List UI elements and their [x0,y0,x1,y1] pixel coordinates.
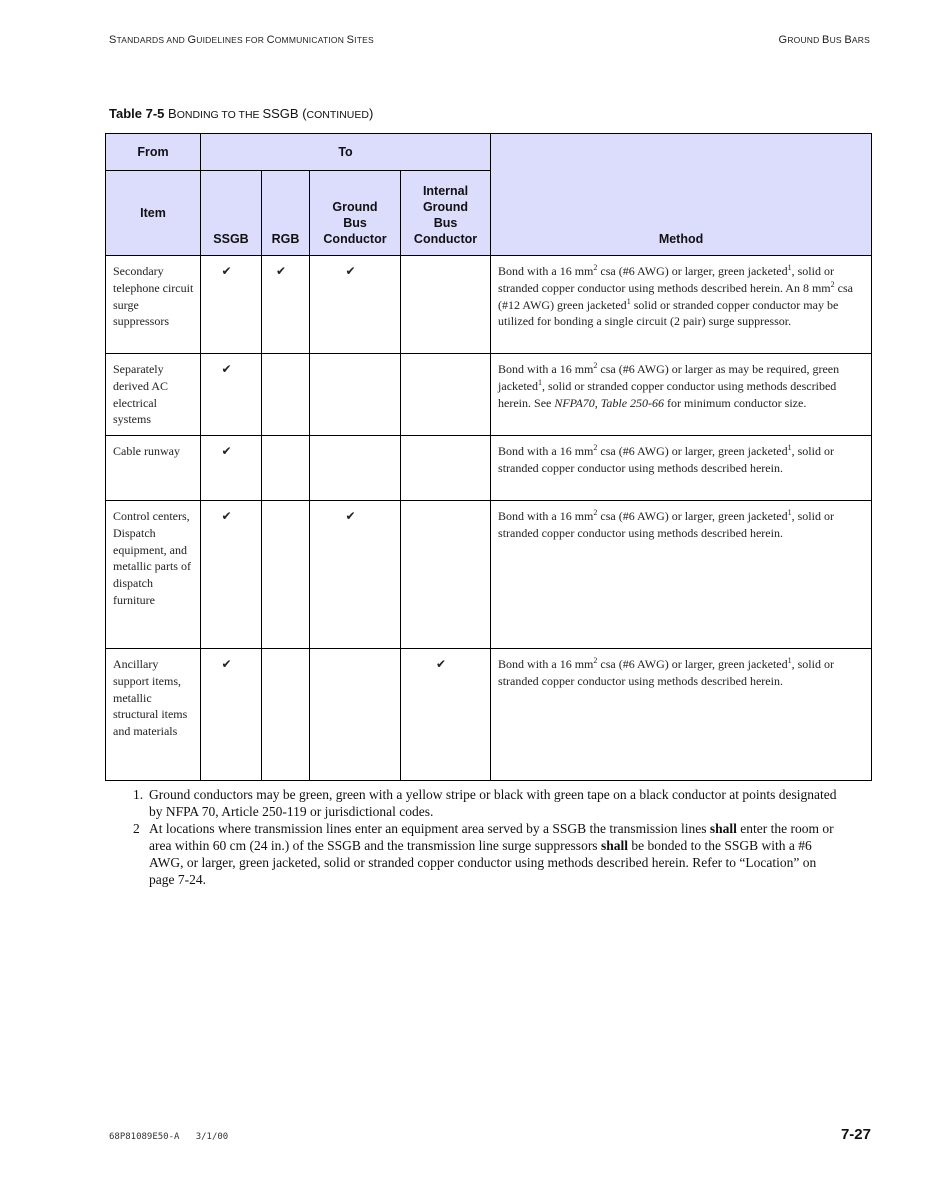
row-item: Ancillary support items, metallic structural items and materials [106,649,201,781]
empty-cell [401,256,491,354]
check-mark-icon: ✔ [201,436,262,501]
empty-cell [401,501,491,649]
row-method: Bond with a 16 $mm^2$ csa (#6 AWG) or larger, green jacketed$^1$, solid or stranded copper conductor using methods described herein. [491,436,872,501]
running-header-right: GROUND BUS BARS [778,34,870,46]
check-mark-icon: ✔ [201,354,262,436]
col-from-header: From [106,134,201,171]
check-mark-icon: ✔ [262,256,310,354]
row-method: Bond with a 16 $mm^2$ csa (#6 AWG) or larger, green jacketed$^1$, solid or stranded copper conductor using methods described herein. [491,501,872,649]
empty-cell [262,436,310,501]
empty-cell [401,436,491,501]
check-mark-icon: ✔ [310,256,401,354]
col-item-header: Item [106,171,201,256]
col-internal-ground-bus-conductor-header: Internal Ground Bus Conductor [401,171,491,256]
footnote: 2 At locations where transmission lines enter an equipment area served by a SSGB the transmission lines shall enter the room or area within 60 cm (24 in.) of the SSGB and the transmission line surge suppressors shall be bonded to the SSGB with a #6 AWG, or larger, green jacketed, solid or stranded copper conductor using methods described herein. Refer to “Location” on page 7-24. [133,821,834,887]
row-item: Cable runway [106,436,201,501]
page-number: 7-27 [840,1126,871,1143]
col-ssgb-header: SSGB [201,171,262,256]
table-row [106,501,872,649]
table-caption: Table 7-5 BONDING TO THE SSGB (CONTINUED) [109,106,374,121]
check-mark-icon: ✔ [401,649,491,781]
row-item: Separately derived AC electrical systems [106,354,201,436]
empty-cell [262,501,310,649]
document-id: 68P81089E50-A 3/1/00 [109,1132,229,1142]
bonding-table [105,133,872,781]
empty-cell [262,649,310,781]
empty-cell [310,354,401,436]
row-item: Control centers, Dispatch equipment, and metallic parts of dispatch furniture [106,501,201,649]
check-mark-icon: ✔ [310,501,401,649]
running-header-left: STANDARDS AND GUIDELINES FOR COMMUNICATION SITES [109,34,374,46]
row-method: Bond with a 16 $mm^2$ csa (#6 AWG) or larger, green jacketed$^1$, solid or stranded copper conductor using methods described herein. [491,649,872,781]
table-footnotes [133,786,845,888]
check-mark-icon: ✔ [201,501,262,649]
col-ground-bus-conductor-header: Ground Bus Conductor [310,171,401,256]
table-row [106,354,872,436]
empty-cell [401,354,491,436]
empty-cell [262,354,310,436]
row-item: Secondary telephone circuit surge suppressors [106,256,201,354]
table-row [106,256,872,354]
col-rgb-header: RGB [262,171,310,256]
table-row [106,649,872,781]
row-method: Bond with a 16 $mm^2$ csa (#6 AWG) or larger as may be required, green jacketed$^1$, solid or stranded copper conductor using methods described herein. See NFPA70, Table 250-66 for minimum conductor size. [491,354,872,436]
empty-cell [310,436,401,501]
check-mark-icon: ✔ [201,256,262,354]
col-to-header: To [201,134,491,171]
row-method: Bond with a 16 $mm^2$ csa (#6 AWG) or larger, green jacketed$^1$, solid or stranded copper conductor using methods described herein. An 8 $mm^2$ csa (#12 AWG) green jacketed$^1$ solid or stranded copper conductor may be utilized for bonding a single circuit (2 pair) surge suppressor. [491,256,872,354]
table-row [106,436,872,501]
footnote: 1. Ground conductors may be green, green with a yellow stripe or black with green tape on a black conductor at points designated by NFPA 70, Article 250-119 or jurisdictional codes. [133,787,837,819]
empty-cell [310,649,401,781]
col-method-header: Method [491,134,872,256]
check-mark-icon: ✔ [201,649,262,781]
